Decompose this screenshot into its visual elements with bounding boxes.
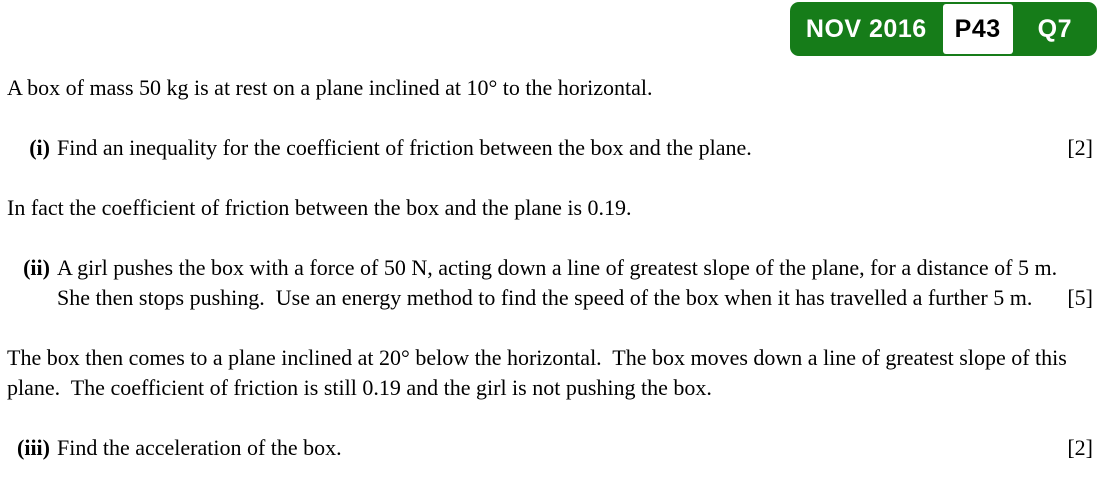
- second-plane-paragraph: The box then comes to a plane inclined at 20° below the horizontal. The box moves down a line of greatest slope of this plane. The coefficient of friction is still 0.19 and the girl is not pushing the box.: [7, 345, 1073, 400]
- part-ii-marks: [5]: [1067, 285, 1093, 310]
- badge-paper-label: P43: [943, 4, 1013, 54]
- question-part-i: [7, 133, 1093, 163]
- question-body: [7, 73, 1093, 493]
- part-iii-text: Find the acceleration of the box.: [57, 435, 342, 460]
- part-i-text: Find an inequality for the coefficient of friction between the box and the plane.: [57, 135, 752, 160]
- badge-question-label: Q7: [1037, 15, 1072, 43]
- friction-value-paragraph: In fact the coefficient of friction between the box and the plane is 0.19.: [7, 195, 632, 220]
- badge-session-label: NOV 2016: [805, 15, 927, 43]
- part-i-label: (i): [29, 135, 50, 160]
- part-ii-text: A girl pushes the box with a force of 50 N, acting down a line of greatest slope of the plane, for a distance of 5 m. She then stops pushing. Use an energy method to find the speed of the box when it has travelled a further 5 m.: [57, 255, 1069, 310]
- question-part-iii: [7, 433, 1093, 463]
- question-part-ii: [7, 253, 1093, 313]
- exam-reference-badge: [790, 2, 1097, 56]
- part-ii-label: (ii): [23, 255, 50, 280]
- question-intro-paragraph: A box of mass 50 kg is at rest on a plane inclined at 10° to the horizontal.: [7, 75, 653, 100]
- part-iii-label: (iii): [17, 435, 50, 460]
- part-iii-marks: [2]: [1067, 435, 1093, 460]
- part-i-marks: [2]: [1067, 135, 1093, 160]
